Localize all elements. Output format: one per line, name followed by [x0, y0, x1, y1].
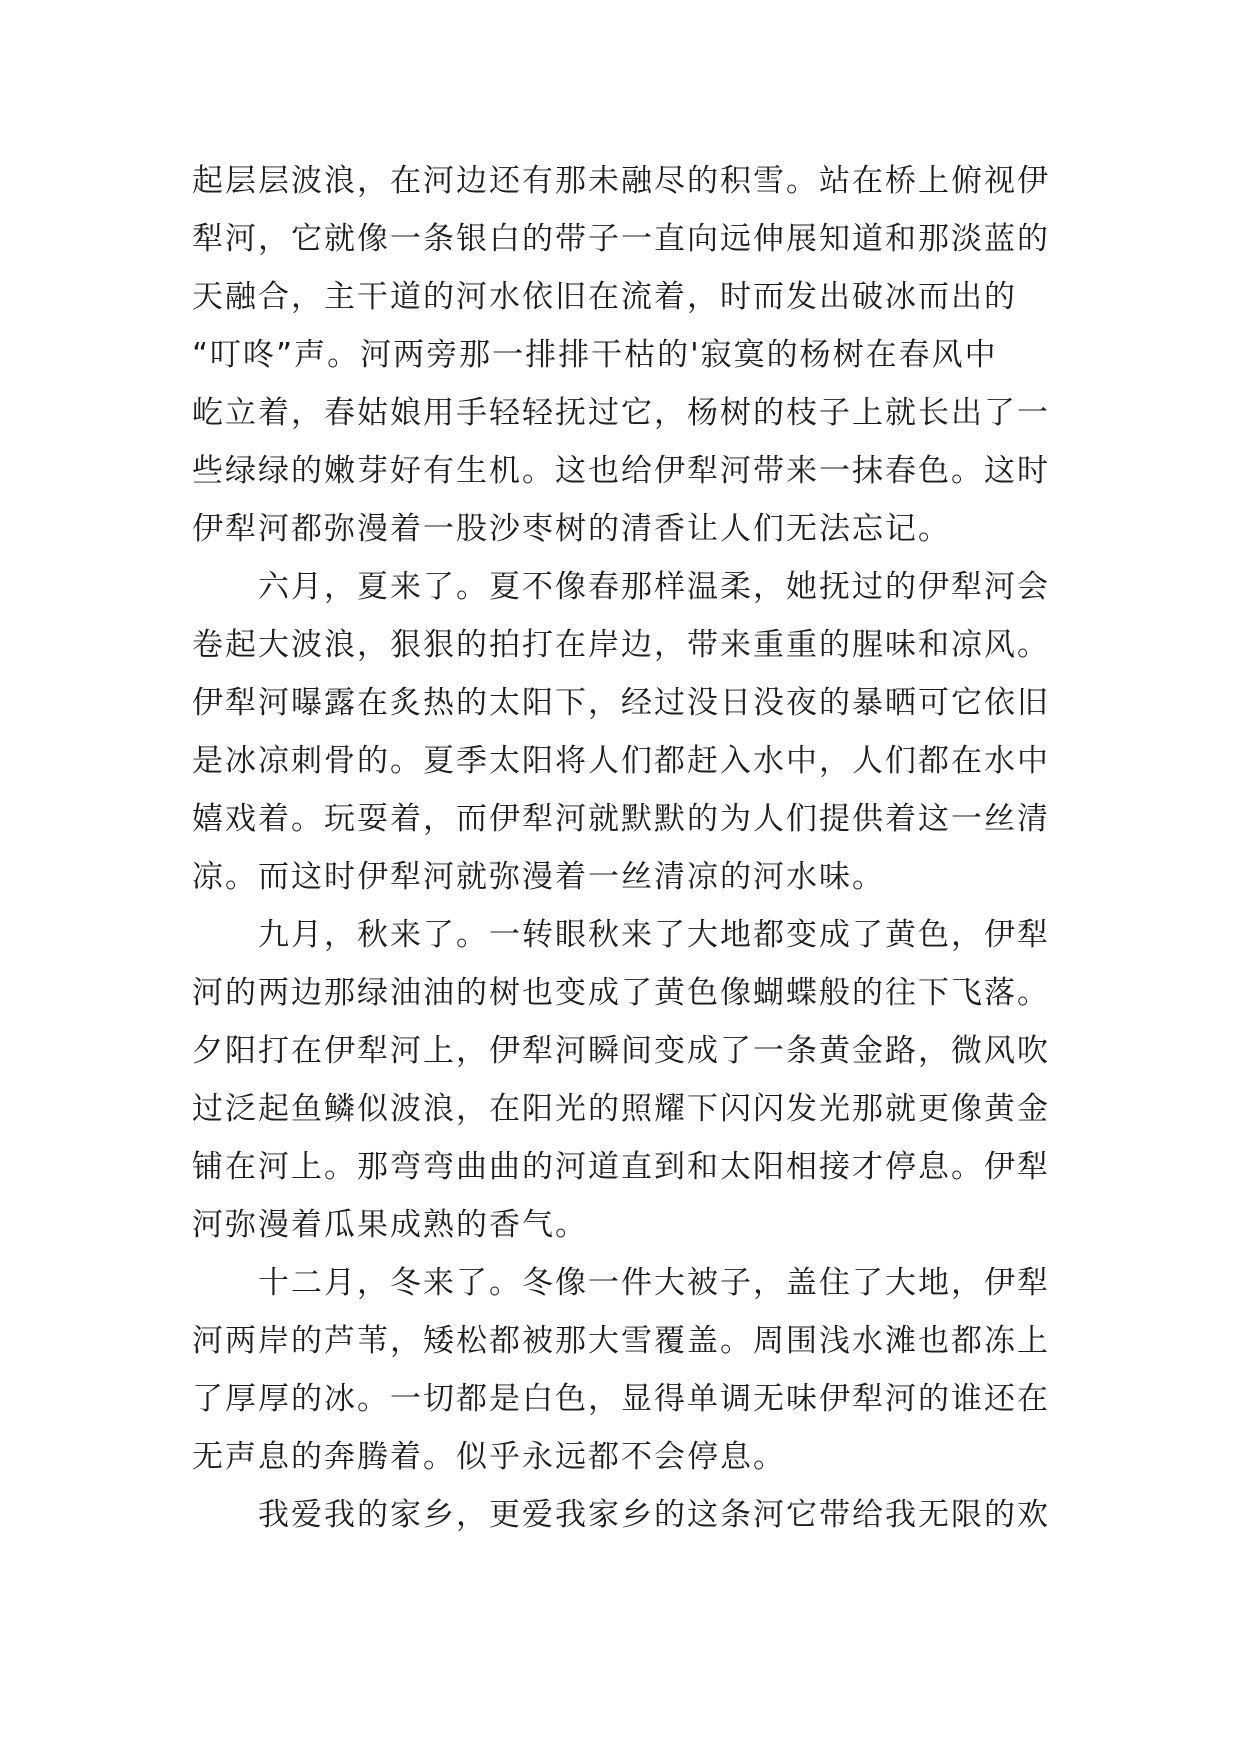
- text-line: 十二月，冬来了。冬像一件大被子，盖住了大地，伊犁: [258, 1265, 1050, 1301]
- text-line: 铺在河上。那弯弯曲曲的河道直到和太阳相接才停息。伊犁: [192, 1149, 1050, 1185]
- text-line: 起层层波浪，在河边还有那未融尽的积雪。站在桥上俯视伊: [192, 163, 1050, 199]
- text-line: 凉。而这时伊犁河就弥漫着一丝清凉的河水味。: [192, 859, 885, 895]
- document-body: [192, 152, 1072, 1544]
- paragraph: [192, 558, 1072, 906]
- paragraph: [192, 1486, 1072, 1544]
- text-line: 夕阳打在伊犁河上，伊犁河瞬间变成了一条黄金路，微风吹: [192, 1033, 1050, 1069]
- paragraph: [192, 1254, 1072, 1486]
- text-line: 了厚厚的冰。一切都是白色，显得单调无味伊犁河的谁还在: [192, 1381, 1050, 1417]
- text-line: 过泛起鱼鳞似波浪，在阳光的照耀下闪闪发光那就更像黄金: [192, 1091, 1050, 1127]
- text-line: 嬉戏着。玩耍着，而伊犁河就默默的为人们提供着这一丝清: [192, 801, 1050, 837]
- text-line: 犁河，它就像一条银白的带子一直向远伸展知道和那淡蓝的: [192, 221, 1050, 257]
- text-line: 伊犁河都弥漫着一股沙枣树的清香让人们无法忘记。: [192, 511, 951, 547]
- text-line: 伊犁河曝露在炙热的太阳下，经过没日没夜的暴晒可它依旧: [192, 685, 1050, 721]
- text-line: “叮咚”声。河两旁那一排排干枯的'寂寞的杨树在春风中: [192, 337, 998, 373]
- text-line: 河弥漫着瓜果成熟的香气。: [192, 1207, 588, 1243]
- text-line: 天融合，主干道的河水依旧在流着，时而发出破冰而出的: [192, 279, 1017, 315]
- text-line: 河的两边那绿油油的树也变成了黄色像蝴蝶般的往下飞落。: [192, 975, 1050, 1011]
- text-line: 我爱我的家乡，更爱我家乡的这条河它带给我无限的欢: [258, 1497, 1050, 1533]
- paragraph: [192, 906, 1072, 1254]
- text-line: 些绿绿的嫩芽好有生机。这也给伊犁河带来一抹春色。这时: [192, 453, 1050, 489]
- text-line: 无声息的奔腾着。似乎永远都不会停息。: [192, 1439, 786, 1475]
- text-line: 是冰凉刺骨的。夏季太阳将人们都赶入水中，人们都在水中: [192, 743, 1050, 779]
- text-line: 卷起大波浪，狠狠的拍打在岸边，带来重重的腥味和凉风。: [192, 627, 1050, 663]
- text-line: 河两岸的芦苇，矮松都被那大雪覆盖。周围浅水滩也都冻上: [192, 1323, 1050, 1359]
- text-line: 九月，秋来了。一转眼秋来了大地都变成了黄色，伊犁: [258, 917, 1050, 953]
- paragraph: [192, 152, 1072, 558]
- text-line: 六月，夏来了。夏不像春那样温柔，她抚过的伊犁河会: [258, 569, 1050, 605]
- text-line: 屹立着，春姑娘用手轻轻抚过它，杨树的枝子上就长出了一: [192, 395, 1050, 431]
